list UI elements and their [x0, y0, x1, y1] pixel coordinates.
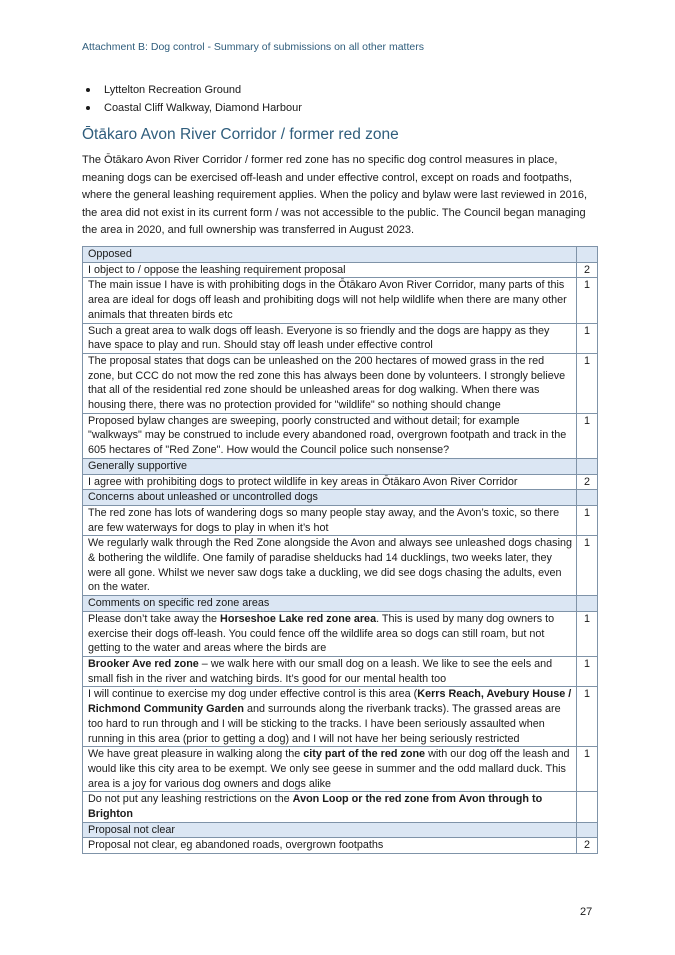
table-row [83, 656, 598, 686]
count-cell [577, 247, 598, 263]
table-row [83, 323, 598, 353]
table-row [83, 278, 598, 323]
comment-cell: The proposal states that dogs can be unleashed on the 200 hectares of mowed grass in the red zone, but CCC do not mow the red zone this has always been done by volunteers. I strongly believe that all of the residential red zone should be unleashed areas for dog walking. When there was housing there, there was no protection provided for "wildlife" so nothing should change [83, 353, 577, 413]
area-name: Avon Loop or the red zone from Avon through to Brighton [88, 793, 543, 821]
group-label: Proposal not clear [83, 822, 577, 838]
count-cell: 1 [577, 505, 598, 535]
comment-cell: We regularly walk through the Red Zone alongside the Avon and always see unleashed dogs chasing & bothering the wildlife. One family of paradise shelducks had 14 ducklings, two weeks later, they were all gone. Whilst we never saw dogs take a duckling, we did see dogs chasing the adults, even on the water. [83, 536, 577, 596]
count-cell: 1 [577, 413, 598, 458]
group-header-row [83, 247, 598, 263]
comment-cell: I object to / oppose the leashing requirement proposal [83, 262, 577, 278]
comment-cell [83, 792, 577, 822]
comment-cell: I agree with prohibiting dogs to protect wildlife in key areas in Ōtākaro Avon River Corridor [83, 474, 577, 490]
comment-text: Do not put any leashing restrictions on the [88, 793, 293, 806]
comment-cell: Such a great area to walk dogs off leash. Everyone is so friendly and the dogs are happy as they have space to play and run. Should stay off leash under effective control [83, 323, 577, 353]
comment-cell [83, 611, 577, 656]
group-header-row [83, 458, 598, 474]
bullet-item: Coastal Cliff Walkway, Diamond Harbour [82, 99, 302, 117]
table-row [83, 262, 598, 278]
count-cell: 1 [577, 687, 598, 747]
count-cell: 1 [577, 656, 598, 686]
group-label: Comments on specific red zone areas [83, 596, 577, 612]
location-bullet-list [82, 81, 302, 117]
table-row [83, 474, 598, 490]
comment-text: I will continue to exercise my dog under effective control is this area ( [88, 688, 418, 701]
comment-cell [83, 747, 577, 792]
count-cell [577, 822, 598, 838]
intro-paragraph: The Ōtākaro Avon River Corridor / former red zone has no specific dog control measures in place, meaning dogs can be exercised off-leash and under effective control, except on roads and footpaths, where the general leashing requirement applies. When the policy and bylaw were last reviewed in 2016, the area did not exist in its current form / was not accessible to the public. The Council began managing the area in 2020, and full ownership was transferred in August 2023. [82, 154, 588, 236]
area-name: Horseshoe Lake red zone area [220, 612, 377, 625]
document-header: Attachment B: Dog control - Summary of submissions on all other matters [82, 41, 424, 53]
count-cell: 2 [577, 838, 598, 854]
page-number: 27 [580, 906, 593, 918]
group-label: Generally supportive [83, 458, 577, 474]
comment-cell [83, 687, 577, 747]
group-header-row [83, 490, 598, 506]
comment-text: with our dog off the leash and would like this city area to be exempt. We only see geese in summer and the odd mallard duck. This area is a joy for various dog owners and dogs alike [88, 748, 570, 790]
table-row [83, 747, 598, 792]
area-name: Brooker Ave red zone [88, 657, 199, 670]
group-label: Opposed [83, 247, 577, 263]
comment-text: We have great pleasure in walking along the [88, 748, 304, 761]
count-cell: 1 [577, 278, 598, 323]
table-row [83, 413, 598, 458]
group-header-row [83, 822, 598, 838]
count-cell: 1 [577, 536, 598, 596]
comment-cell: Proposed bylaw changes are sweeping, poorly constructed and without detail; for example "walkways" may be construed to include every abandoned road, overgrown footpath and track in the 605 hectares of "Red Zone". How would the Council police such nonsense? [83, 413, 577, 458]
comment-text: Please don’t take away the [88, 612, 221, 625]
count-cell: 1 [577, 323, 598, 353]
count-cell [577, 458, 598, 474]
count-cell [577, 596, 598, 612]
area-name: city part of the red zone [303, 748, 426, 761]
table-row [83, 838, 598, 854]
area-name: Kerrs Reach, Avebury House / Richmond Community Garden [88, 688, 572, 716]
comment-text: and surrounds along the riverbank tracks). The grassed areas are too hard to run through and I will be sticking to the tracks. I have been seriously assaulted when running in this area (prior to getting a dog) and I will not have her being seriously restricted [88, 703, 561, 745]
table-row [83, 536, 598, 596]
comment-text: . This is used by many dog owners to exercise their dogs off-leash. You could fence off the wildlife area so dogs can still roam, but not getting to the water and areas where the birds are [88, 612, 555, 655]
table-row [83, 792, 598, 822]
submissions-table [82, 246, 598, 854]
count-cell [577, 792, 598, 822]
table-row [83, 687, 598, 747]
count-cell: 2 [577, 474, 598, 490]
table-row [83, 353, 598, 413]
count-cell: 1 [577, 353, 598, 413]
comment-text: – we walk here with our small dog on a leash. We like to see the eels and small fish in the river and watching birds. It’s good for our mental health too [88, 657, 553, 685]
comment-cell: The red zone has lots of wandering dogs so many people stay away, and the Avon’s toxic, so there are few waterways for dogs to play in when it’s hot [83, 505, 577, 535]
bullet-item: Lyttelton Recreation Ground [82, 81, 302, 99]
comment-cell [83, 656, 577, 686]
table-row [83, 611, 598, 656]
count-cell [577, 490, 598, 506]
section-title: Ōtākaro Avon River Corridor / former red zone [82, 126, 399, 143]
comment-cell: Proposal not clear, eg abandoned roads, overgrown footpaths [83, 838, 577, 854]
count-cell: 2 [577, 262, 598, 278]
comment-cell: The main issue I have is with prohibiting dogs in the Ōtākaro Avon River Corridor, many parts of this area are ideal for dogs off leash and prohibiting dogs will not help wildlife when there are many other animals that threaten birds etc [83, 278, 577, 323]
group-header-row [83, 596, 598, 612]
count-cell: 1 [577, 611, 598, 656]
group-label: Concerns about unleashed or uncontrolled dogs [83, 490, 577, 506]
count-cell: 1 [577, 747, 598, 792]
table-row [83, 505, 598, 535]
